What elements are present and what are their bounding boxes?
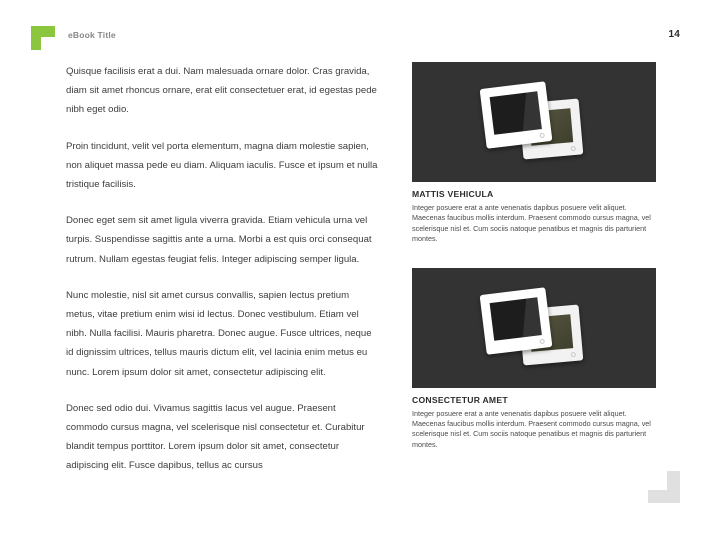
figure-column [412, 62, 656, 450]
slide-dot-front [539, 338, 545, 344]
body-paragraph: Donec sed odio dui. Vivamus sagittis lacus vel augue. Praesent commodo cursus magna, vel scelerisque nisl consectetur et. Curabitur blandit tempus porttitor. Lorem ipsum dolor sit amet, consectetur adipiscing elit. Fusce dapibus, tellus ac cursus [66, 402, 365, 472]
body-paragraph: Donec eget sem sit amet ligula viverra gravida. Etiam vehicula urna vel turpis. Suspendisse sagittis ante a urna. Morbi a est quis orci consequat rutrum. Nullam egestas feugiat felis. Integer adipiscing semper ligula. [66, 215, 372, 265]
body-paragraph: Nunc molestie, nisl sit amet cursus convallis, sapien lectus pretium metus, vitae pretium enim wisi id lectus. Donec vestibulum. Etiam vel nibh. Nulla facilisi. Mauris pharetra. Donec augue. Fusce ultrices, neque id dignissim ultrices, tellus mauris dictum elit, vel lacinia enim metus eu nunc. Lorem ipsum dolor sit amet, consectetur adipiscing elit. [66, 289, 372, 378]
body-text-column [66, 62, 379, 476]
figure-caption-title: CONSECTETUR AMET [412, 394, 508, 405]
photo-slides-icon [479, 83, 589, 161]
figure-image-placeholder [412, 268, 656, 388]
slide-dot-front [539, 133, 545, 139]
slide-window-front [490, 297, 542, 341]
corner-bracket-mark-icon [648, 471, 680, 503]
page-number: 14 [668, 29, 680, 40]
photo-slides-icon [479, 289, 589, 367]
page-header [0, 0, 711, 58]
figure-caption-title: MATTIS VEHICULA [412, 189, 494, 199]
slide-frame-front [480, 287, 553, 355]
slide-frame-front [480, 81, 553, 149]
slide-dot-back [571, 146, 576, 151]
corner-bracket-logo-icon [31, 26, 55, 50]
corner-mark-horizontal-bar [648, 490, 680, 503]
body-paragraph: Quisque facilisis erat a dui. Nam malesuada ornare dolor. Cras gravida, diam sit amet rhoncus ornare, erat elit consectetuer erat, id egestas pede nibh eget odio. [66, 66, 377, 116]
figure-caption-body: Integer posuere erat a ante venenatis dapibus posuere velit aliquet. Maecenas faucibus mollis interdum. Praesent commodo cursus magna, vel scelerisque nisl et. Cum sociis natoque penatibus et magnis dis parturient montes. [412, 203, 651, 244]
slide-dot-back [571, 352, 576, 357]
slide-window-front [490, 91, 542, 135]
figure-image-placeholder [412, 62, 656, 182]
header-title: eBook Title [68, 30, 116, 40]
figure-block [412, 62, 656, 245]
figure-caption-body: Integer posuere erat a ante venenatis dapibus posuere velit aliquet. Maecenas faucibus mollis interdum. Praesent commodo cursus magna, vel scelerisque nisl et. Cum sociis natoque penatibus et magnis dis parturient montes. [412, 408, 651, 449]
body-paragraph: Proin tincidunt, velit vel porta elementum, magna diam molestie sapien, non aliquet massa pede eu diam. Aliquam iaculis. Fusce et ipsum et nulla tristique facilisis. [66, 140, 378, 191]
figure-block [412, 268, 656, 451]
logo-horizontal-bar [31, 26, 55, 37]
